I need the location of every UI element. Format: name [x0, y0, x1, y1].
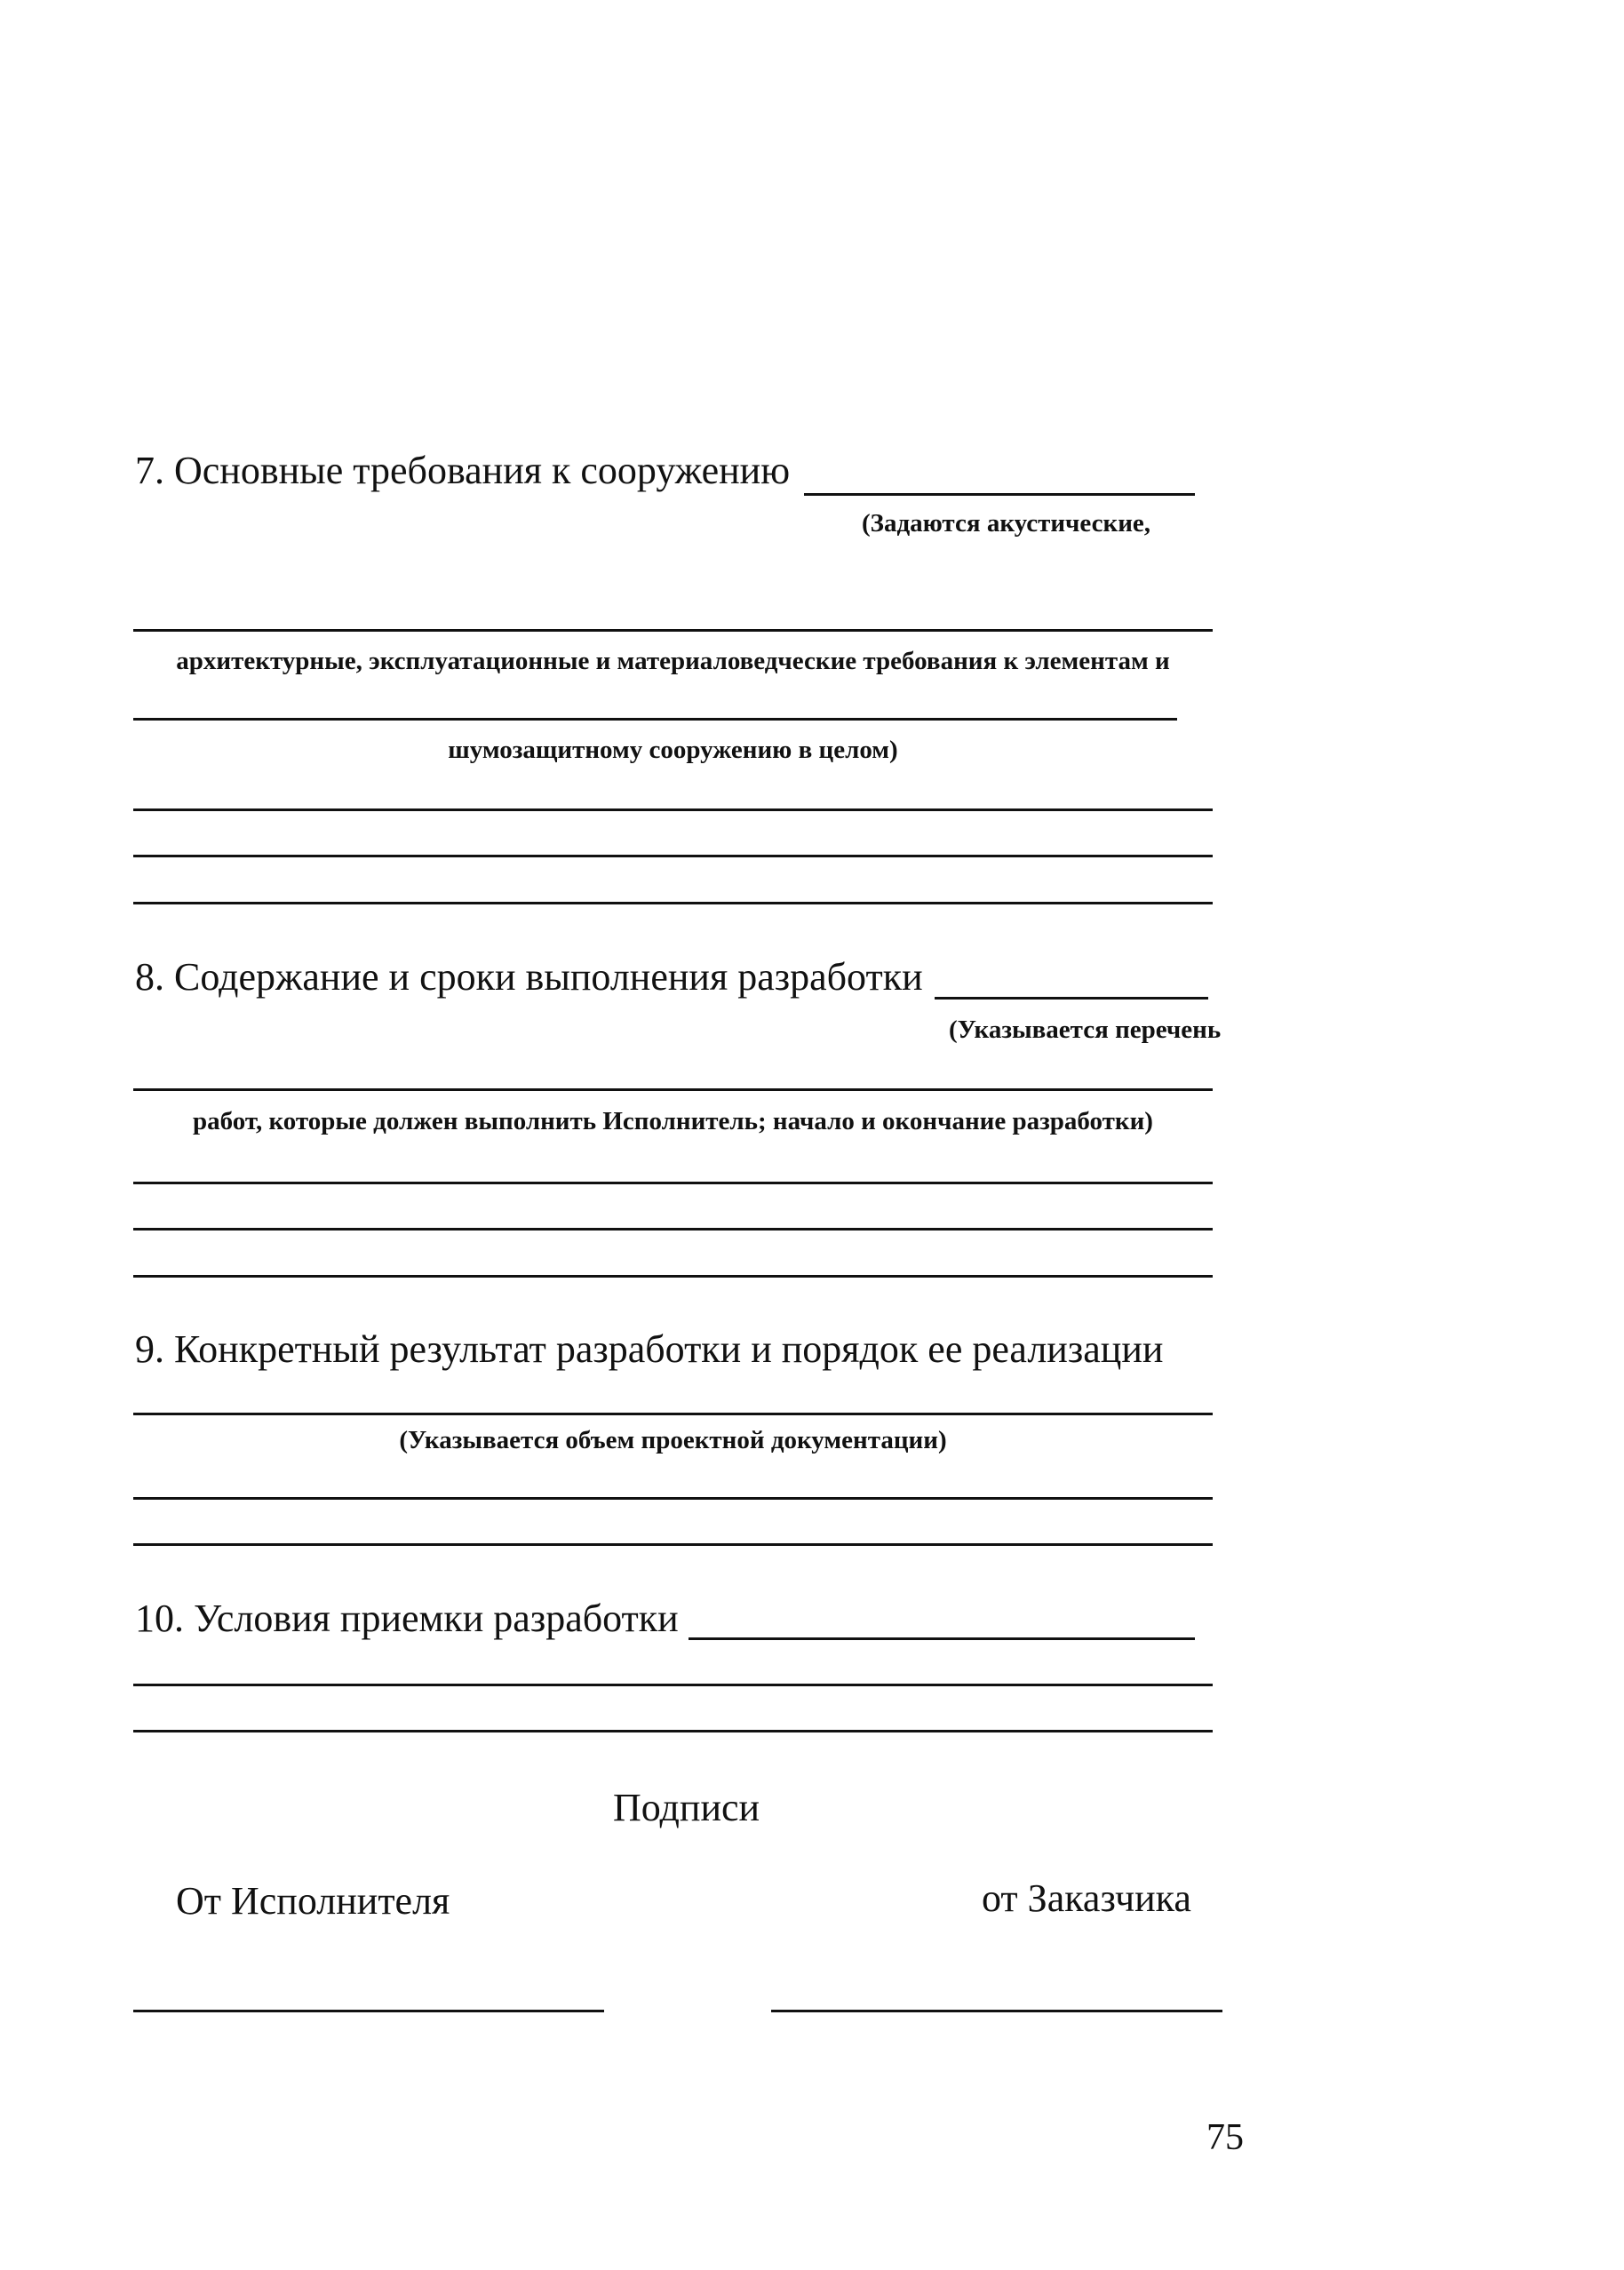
- section-8-fill-line[interactable]: [935, 997, 1208, 1000]
- section-7-line-4[interactable]: [133, 855, 1213, 857]
- section-10-line-2[interactable]: [133, 1730, 1213, 1732]
- section-9-line-3[interactable]: [133, 1543, 1213, 1546]
- section-9-line-1[interactable]: [133, 1413, 1213, 1415]
- section-7-hint-2: архитектурные, эксплуатационные и материаловедческие требования к элементам и: [176, 647, 1170, 675]
- signatures-title: Подписи: [613, 1786, 760, 1829]
- section-8-line-4[interactable]: [133, 1275, 1213, 1278]
- section-8-line-3[interactable]: [133, 1228, 1213, 1231]
- section-8-line-2[interactable]: [133, 1182, 1213, 1184]
- customer-label: от Заказчика: [982, 1876, 1191, 1920]
- section-7-fill-line[interactable]: [804, 493, 1195, 496]
- section-7-hint-3: шумозащитному сооружению в целом): [448, 736, 898, 764]
- section-10-line-1[interactable]: [133, 1684, 1213, 1686]
- page-number: 75: [1206, 2117, 1244, 2158]
- section-8-hint-1: (Указывается перечень: [949, 1016, 1222, 1044]
- section-9-hint-1: (Указывается объем проектной документации): [399, 1426, 947, 1454]
- section-9-heading: 9. Конкретный результат разработки и порядок ее реализации: [135, 1327, 1164, 1371]
- executor-signature-line[interactable]: [133, 2010, 604, 2012]
- section-10-heading: 10. Условия приемки разработки: [135, 1597, 679, 1640]
- section-7-line-3[interactable]: [133, 808, 1213, 811]
- section-7-line-5[interactable]: [133, 902, 1213, 904]
- section-9-line-2[interactable]: [133, 1497, 1213, 1500]
- section-7-line-2[interactable]: [133, 718, 1177, 721]
- section-8-heading: 8. Содержание и сроки выполнения разработки: [135, 955, 923, 999]
- customer-signature-line[interactable]: [771, 2010, 1222, 2012]
- executor-label: От Исполнителя: [176, 1879, 450, 1923]
- section-7-line-1[interactable]: [133, 629, 1213, 632]
- section-8-hint-2: работ, которые должен выполнить Исполнитель; начало и окончание разработки): [193, 1107, 1153, 1135]
- section-7-hint-1: (Задаются акустические,: [862, 509, 1151, 538]
- section-10-fill-line[interactable]: [689, 1637, 1195, 1640]
- section-8-line-1[interactable]: [133, 1088, 1213, 1091]
- section-7-heading: 7. Основные требования к сооружению: [135, 449, 791, 492]
